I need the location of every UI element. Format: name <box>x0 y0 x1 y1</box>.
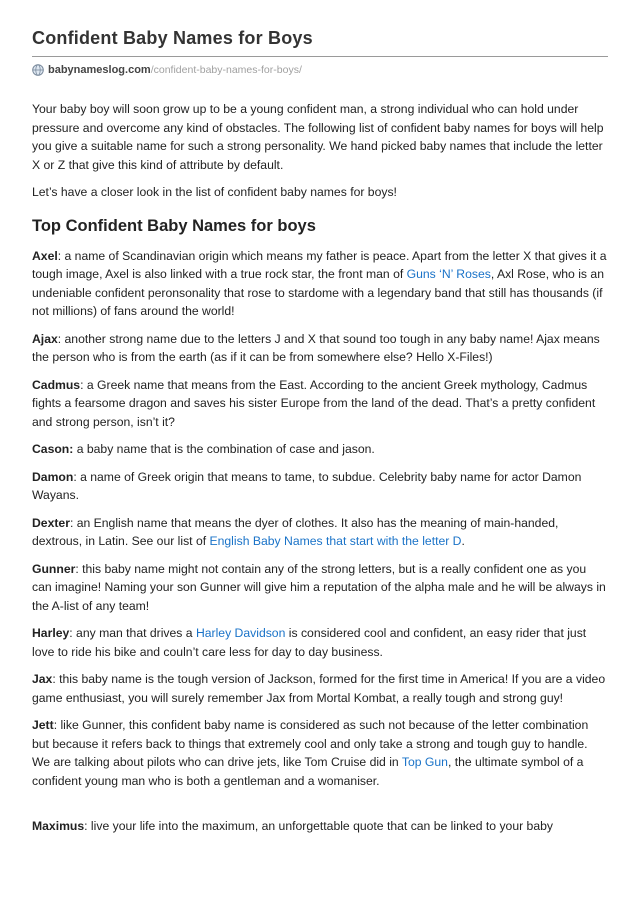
entry-jett <box>32 716 608 790</box>
english-baby-names-d-link[interactable]: English Baby Names that start with the letter D <box>209 534 462 548</box>
entry-text: : a Greek name that means from the East. According to the ancient Greek mythology, Cadmus fights a fearsome dragon and saves his sister Europe from the land of the dead. That’s a pretty confident and strong person, isn’t it? <box>32 377 596 429</box>
entry-axel <box>32 247 608 321</box>
top-gun-link[interactable]: Top Gun <box>401 755 448 769</box>
entry-name: Axel <box>32 248 58 263</box>
entry-text: : another strong name due to the letters J and X that sound too tough in any baby name! Ajax means the person who is from the earth (as if it can be from somewhere else? Hello X-Files!) <box>32 331 600 364</box>
entry-name: Damon <box>32 469 74 484</box>
entry-text: : a name of Scandinavian origin which means my father is peace. Apart from the letter X that gives it a tough image, Axel is also linked with a true rock star, the front man of <box>32 248 607 281</box>
globe-icon <box>32 64 44 76</box>
title-divider <box>32 56 608 57</box>
entry-ajax <box>32 330 608 367</box>
entry-jax <box>32 670 608 707</box>
entry-name: Jax <box>32 672 53 686</box>
entry-dexter <box>32 514 608 551</box>
entry-text: : an English name that means the dyer of clothes. It also has the meaning of main-handed, dextrous, in Latin. See our list of <box>32 515 559 548</box>
guns-n-roses-link[interactable]: Guns ‘N’ Roses <box>406 267 491 281</box>
entry-cason <box>32 440 608 459</box>
source-path[interactable]: /confident-baby-names-for-boys/ <box>150 64 302 76</box>
entry-name: Cason: <box>32 442 74 456</box>
entry-text: : like Gunner, this confident baby name is considered as such not because of the letter combination but because it refers back to things that extremely cool and only take a strong and tough guy to handle. We are talking about pilots who can drive jets, like Tom Cruise did in <box>32 718 589 769</box>
entry-text: : this baby name might not contain any of the strong letters, but is a really confident one as you can imagine! Naming your son Gunner will give him a reputation of the alpha male and he will be always in the A-list of any team! <box>32 561 606 613</box>
entry-name: Maximus <box>32 819 85 833</box>
entry-text: : this baby name is the tough version of Jackson, formed for the first time in America! If you are a video game enthusiast, you will surely remember Jax from Mortal Kombat, a really tough and strong guy! <box>32 672 606 705</box>
entry-harley <box>32 624 608 661</box>
entry-name: Gunner <box>32 561 76 576</box>
entry-text: , Axl Rose, who is an undeniable confident peronsonality that rose to stardome with a legendary band that still has thousands (if not millions) of fans around the world! <box>32 267 604 318</box>
entry-text: : any man that drives a <box>69 626 196 640</box>
intro-paragraph: Your baby boy will soon grow up to be a young confident man, a strong individual who can hold under pressure and overcome any kind of obstacles. The following list of confident baby names for boys will help you give a suitable name for such a strong personality. We hand picked baby names that include the letter X or Z that give this kind of attribute by default. <box>32 102 604 172</box>
entry-name: Jett <box>32 718 54 732</box>
entry-text: , the ultimate symbol of a confident young man who is both a gentleman and a womaniser. <box>32 755 584 788</box>
entry-name: Dexter <box>32 515 70 530</box>
page-title: Confident Baby Names for Boys <box>32 28 313 48</box>
source-domain[interactable]: babynameslog.com <box>48 64 151 76</box>
harley-davidson-link[interactable]: Harley Davidson <box>195 626 286 640</box>
entry-gunner <box>32 560 608 616</box>
entry-text: is considered cool and confident, an easy rider that just love to ride his bike and couln’t care less for day to day business. <box>32 626 587 659</box>
entry-text: : a name of Greek origin that means to tame, to subdue. Celebrity baby name for actor Damon Wayans. <box>32 469 582 502</box>
document-page <box>32 26 608 845</box>
entry-name: Harley <box>32 626 70 640</box>
section-heading: Top Confident Baby Names for boys <box>32 216 316 235</box>
entry-cadmus <box>32 376 608 432</box>
entry-text: a baby name that is the combination of case and jason. <box>73 442 375 456</box>
intro-call-to-action: Let’s have a closer look in the list of confident baby names for boys! <box>32 185 397 199</box>
entry-text: . <box>461 534 465 548</box>
source-line <box>32 62 608 78</box>
entry-name: Ajax <box>32 331 58 346</box>
spacer <box>32 799 608 817</box>
entry-damon <box>32 468 608 505</box>
entry-maximus <box>32 817 608 836</box>
entry-text: : live your life into the maximum, an unforgettable quote that can be linked to your baby <box>84 819 553 833</box>
entry-name: Cadmus <box>32 377 81 392</box>
